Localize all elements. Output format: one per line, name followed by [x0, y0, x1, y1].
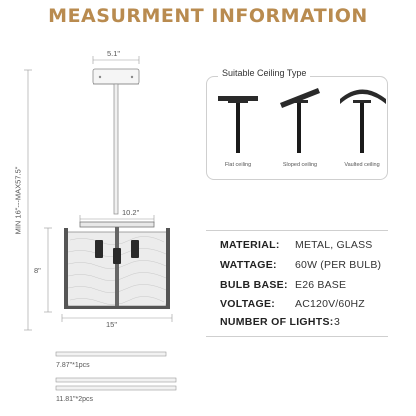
height-range-label: MIN 16"---MAX57.5": [13, 166, 23, 235]
spec-value: E26 BASE: [295, 279, 347, 291]
spec-value: AC120V/60HZ: [295, 298, 365, 310]
downrod: [114, 84, 118, 214]
rod-long-2: [56, 386, 176, 390]
spec-key: WATTAGE:: [220, 259, 277, 271]
shade-height-dimension-line: [44, 228, 52, 312]
inner-width-label: 10.2": [122, 208, 140, 217]
spec-divider-bottom: [206, 336, 388, 337]
ceiling-type-title: Suitable Ceiling Type: [218, 68, 310, 78]
canopy: [93, 69, 139, 84]
canopy-width-label: 5.1": [107, 49, 121, 58]
height-dimension-line: [24, 70, 32, 330]
spec-key: NUMBER OF LIGHTS:: [220, 316, 334, 328]
spec-divider-top: [206, 230, 388, 231]
fixture-body: [64, 222, 170, 309]
rod-short-label: 7.87"*1pcs: [56, 362, 90, 369]
page-title: MEASURMENT INFORMATION: [48, 5, 368, 27]
flat-ceiling-label: Flat ceiling: [224, 162, 252, 168]
spec-key: BULB BASE:: [220, 279, 288, 291]
rod-long-1: [56, 378, 176, 382]
rod-long-label: 11.81"*2pcs: [56, 396, 93, 403]
spec-value: 60W (PER BULB): [295, 259, 382, 271]
vaulted-ceiling-label: Vaulted ceiling: [344, 162, 380, 168]
spec-value: 3: [334, 316, 341, 328]
spec-key: MATERIAL:: [220, 239, 280, 251]
outer-width-label: 15": [106, 320, 118, 329]
rod-short: [56, 352, 166, 356]
sloped-ceiling-label: Sloped ceiling: [282, 162, 318, 168]
shade-height-label: 8": [34, 266, 41, 275]
spec-key: VOLTAGE:: [220, 298, 276, 310]
spec-value: METAL, GLASS: [295, 239, 373, 251]
